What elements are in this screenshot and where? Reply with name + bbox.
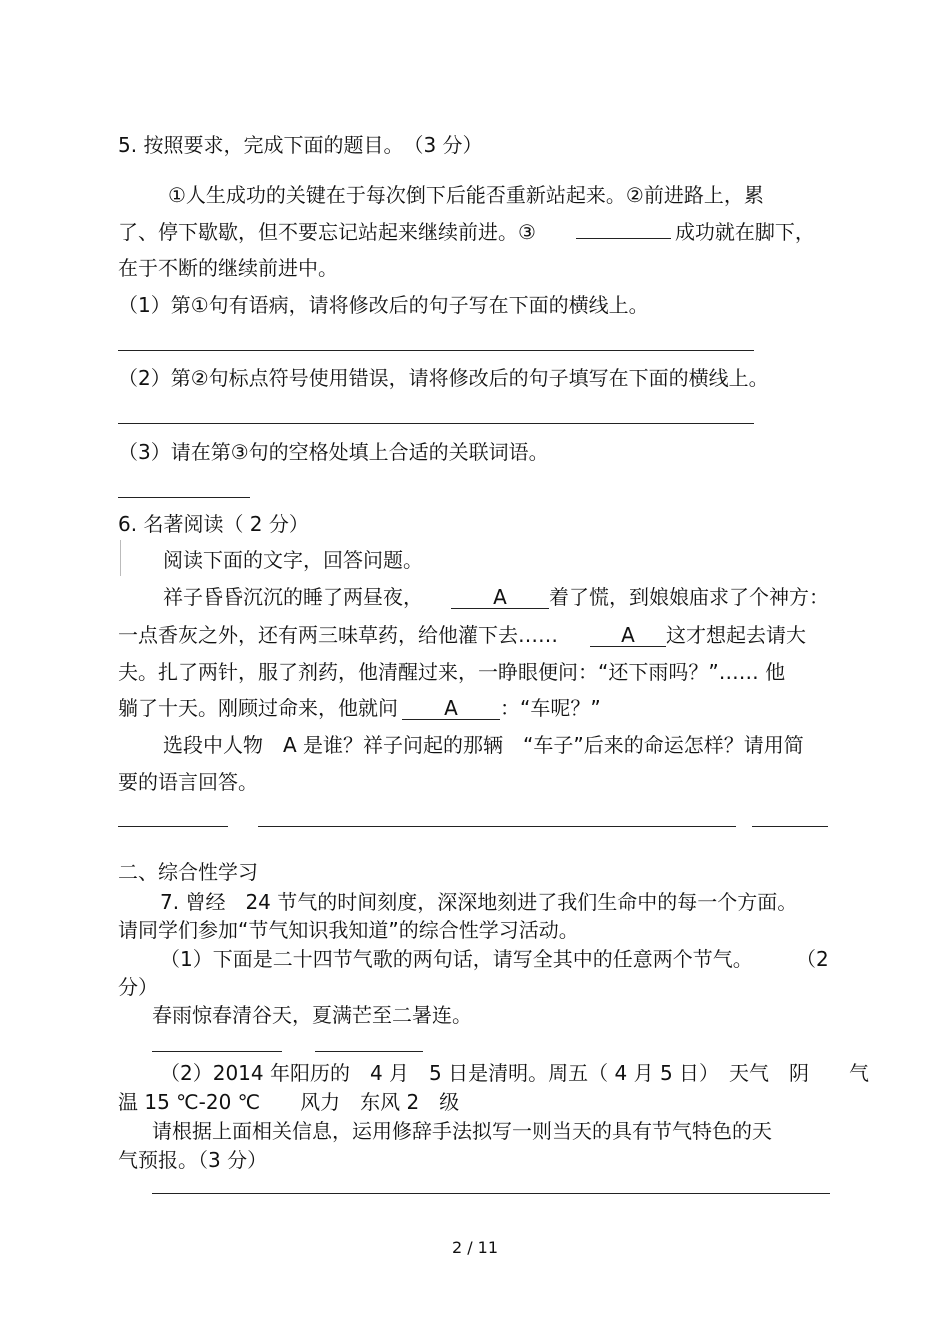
q6-blank-a: A [590,624,666,647]
q5-passage-line-2-text: 了、停下歇歇，但不要忘记站起来继续前进。③ [118,220,536,244]
q7-answer-line-2[interactable] [315,1051,423,1052]
q7-sub-2-line-1: （2）2014 年阳历的 4 月 5 日是清明。周五（ 4 月 5 日） 天气 阴 气 [160,1061,870,1085]
q6-blank-a: A [451,586,549,609]
q6-answer-line-2[interactable] [258,826,736,827]
q6-passage-text: 躺了十天。刚顾过命来，他就问 [118,696,398,720]
q7-song: 春雨惊春清谷天，夏满芒至二暑连。 [152,1003,472,1027]
q6-passage-line-3: 夫。扎了两针，服了剂药，他清醒过来，一睁眼便问：“还下雨吗？”…… 他 [118,660,786,684]
q6-passage-text: 祥子昏昏沉沉的睡了两昼夜， [163,585,423,609]
q5-sub-2: （2）第②句标点符号使用错误，请将修改后的句子填写在下面的横线上。 [118,366,769,390]
q6-passage-text: 这才想起去请大 [666,623,806,647]
q7-answer-line-1[interactable] [152,1051,282,1052]
q7-sub-1-line-1: （1）下面是二十四节气歌的两句话，请写全其中的任意两个节气。 [160,947,753,971]
q6-answer-line-3[interactable] [752,826,828,827]
q7-answer-line-3[interactable] [152,1193,830,1194]
q6-passage-text: ：“车呢？” [500,696,601,720]
section-2-heading: 二、综合性学习 [118,860,258,884]
q5-passage-line-2-end: 成功就在脚下， [674,220,815,244]
q6-passage-text: 一点香灰之外，还有两三味草药，给他灌下去…… [118,623,558,647]
q7-line-1: 7. 曾经 24 节气的时间刻度，深深地刻进了我们生命中的每一个方面。 [160,890,798,914]
q5-title: 5. 按照要求，完成下面的题目。 （3 分） [118,133,483,157]
q5-sub-3: （3）请在第③句的空格处填上合适的关联词语。 [118,440,549,464]
q5-passage-line-2 [118,220,815,244]
q5-passage-line-1: ①人生成功的关键在于每次倒下后能否重新站起来。②前进路上，累 [168,183,764,207]
q6-passage-line-1 [163,585,829,609]
q6-question-line-2: 要的语言回答。 [118,770,258,794]
q5-answer-line-3[interactable] [118,497,250,498]
q7-sub-2-line-3: 请根据上面相关信息，运用修辞手法拟写一则当天的具有节气特色的天 [152,1119,772,1143]
margin-bar [120,540,121,576]
q6-title: 6. 名著阅读（ 2 分） [118,512,309,536]
q6-question-line-1: 选段中人物 A 是谁？祥子问起的那辆 “车子”后来的命运怎样？请用简 [163,733,804,757]
q6-blank-a: A [402,697,500,720]
q6-answer-line-1[interactable] [118,826,228,827]
q5-passage-line-3: 在于不断的继续前进中。 [118,256,338,280]
q6-intro: 阅读下面的文字，回答问题。 [163,548,423,572]
q6-passage-line-4 [118,696,601,720]
page-number: 2 / 11 [451,1238,499,1257]
q5-answer-line-1[interactable] [118,350,754,351]
q5-sub-1: （1）第①句有语病，请将修改后的句子写在下面的横线上。 [118,293,649,317]
q6-passage-line-2 [118,623,806,647]
q6-passage-text: 着了慌，到娘娘庙求了个神方： [549,585,829,609]
q7-sub-1-points: （2 [796,947,829,971]
q7-sub-1-line-2: 分） [118,975,158,999]
q5-answer-line-2[interactable] [118,423,754,424]
q5-blank-3[interactable] [576,238,671,239]
q7-sub-2-line-4: 气预报。（3 分） [118,1148,268,1172]
q7-sub-2-line-2: 温 15 ℃-20 ℃ 风力 东风 2 级 [118,1090,460,1114]
q7-line-2: 请同学们参加“节气知识我知道”的综合性学习活动。 [118,918,579,942]
